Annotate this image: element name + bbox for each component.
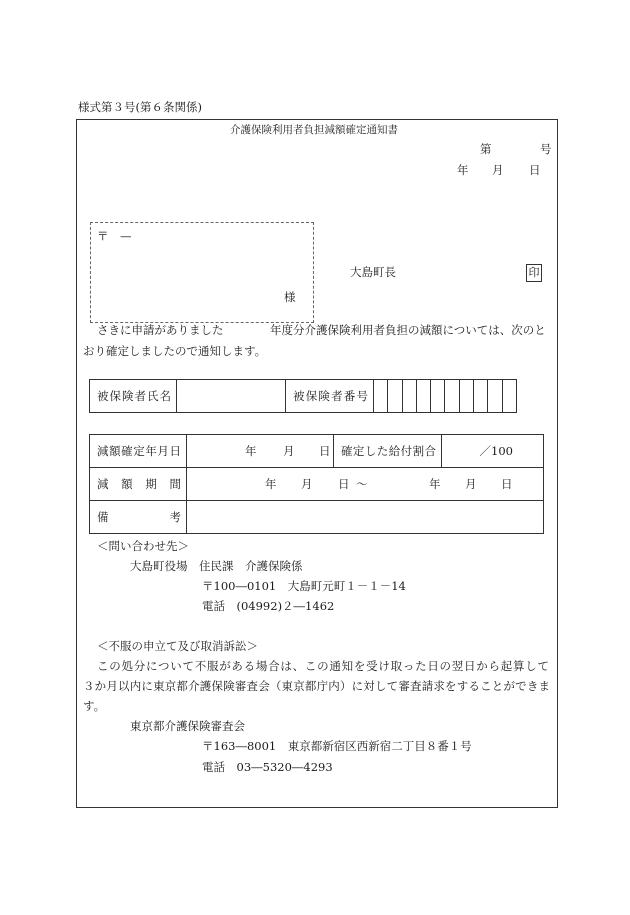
insured-number-digit-cell [474, 380, 488, 413]
decision-date-year: 年 [245, 444, 257, 458]
benefit-ratio-value: ／100 [442, 435, 544, 468]
reduction-info-table [89, 434, 544, 534]
insured-name-label: 被保険者氏名 [90, 380, 177, 413]
decision-date-month: 月 [283, 444, 295, 458]
intro-line1-before-year: さきに申請がありました [97, 323, 224, 337]
document-number-suffix: 号 [540, 142, 552, 156]
insured-number-digit-cell [488, 380, 502, 413]
issue-date-month: 月 [492, 163, 504, 177]
document-number-prefix: 第 [480, 142, 492, 156]
insured-number-digit-cell [374, 380, 388, 413]
recipient-honorific: 様 [284, 290, 296, 304]
insured-number-digit-cell [459, 380, 473, 413]
period-to-year: 年 [429, 477, 441, 491]
insured-name-cell [177, 380, 286, 413]
insured-info-table [89, 379, 517, 413]
insured-number-digit-cell [431, 380, 445, 413]
appeal-text-line: ３か月以内に東京都介護保険審査会（東京都庁内）に対して審査請求をすることができま [83, 679, 550, 693]
appeal-text-line: この処分について不服がある場合は、この通知を受け取った日の翌日から起算して [97, 659, 549, 673]
appeal-phone: 電話 03―5320―4293 [202, 760, 333, 774]
remarks-label: 備考 [90, 501, 187, 534]
period-separator: ～ [356, 477, 368, 491]
inquiry-address: 〒100―0101 大島町元町１－１－14 [202, 579, 406, 593]
period-to-month: 月 [465, 477, 477, 491]
period-from-month: 月 [301, 477, 313, 491]
form-number: 様式第３号(第６条関係) [78, 100, 202, 114]
insured-number-label: 被保険者番号 [286, 380, 374, 413]
appeal-authority: 東京都介護保険審査会 [130, 719, 245, 733]
appeal-text-line: す。 [83, 699, 106, 713]
period-to-day: 日 [501, 477, 513, 491]
insured-number-digit-cell [502, 380, 516, 413]
inquiry-office: 大島町役場 住民課 介護保険係 [130, 559, 303, 573]
issue-date-year: 年 [457, 163, 469, 177]
inquiry-phone: 電話 (04992)２―1462 [202, 599, 335, 613]
seal-stamp: 印 [526, 264, 542, 282]
decision-date-cell [187, 435, 334, 468]
remarks-cell [187, 501, 544, 534]
decision-date-label: 減額確定年月日 [90, 435, 187, 468]
recipient-postal-mark: 〒 — [97, 229, 132, 243]
insured-number-digit-cell [416, 380, 430, 413]
insured-number-digit-cell [445, 380, 459, 413]
appeal-heading: ＜不服の申立て及び取消訴訟＞ [97, 639, 258, 653]
insured-number-digit-cell [402, 380, 416, 413]
intro-line2: おり確定しましたので通知します。 [83, 344, 267, 358]
document-title: 介護保険利用者負担減額確定通知書 [230, 124, 398, 136]
period-from-day: 日 [338, 477, 350, 491]
decision-date-day: 日 [319, 444, 331, 458]
reduction-period-cell [187, 468, 544, 501]
reduction-period-row [90, 468, 544, 501]
inquiry-heading: ＜問い合わせ先＞ [97, 539, 189, 553]
intro-line1-after-year: 年度分介護保険利用者負担の減額については、次のと [270, 323, 546, 337]
reduction-period-label: 減額期間 [90, 468, 187, 501]
period-from-year: 年 [265, 477, 277, 491]
decision-date-row [90, 435, 544, 468]
issuer-name: 大島町長 [350, 265, 396, 279]
issue-date-day: 日 [529, 163, 541, 177]
remarks-row [90, 501, 544, 534]
insured-info-row [90, 380, 517, 413]
appeal-address: 〒163―8001 東京都新宿区西新宿二丁目８番１号 [202, 739, 472, 753]
insured-number-digit-cell [388, 380, 402, 413]
benefit-ratio-label: 確定した給付割合 [334, 435, 442, 468]
